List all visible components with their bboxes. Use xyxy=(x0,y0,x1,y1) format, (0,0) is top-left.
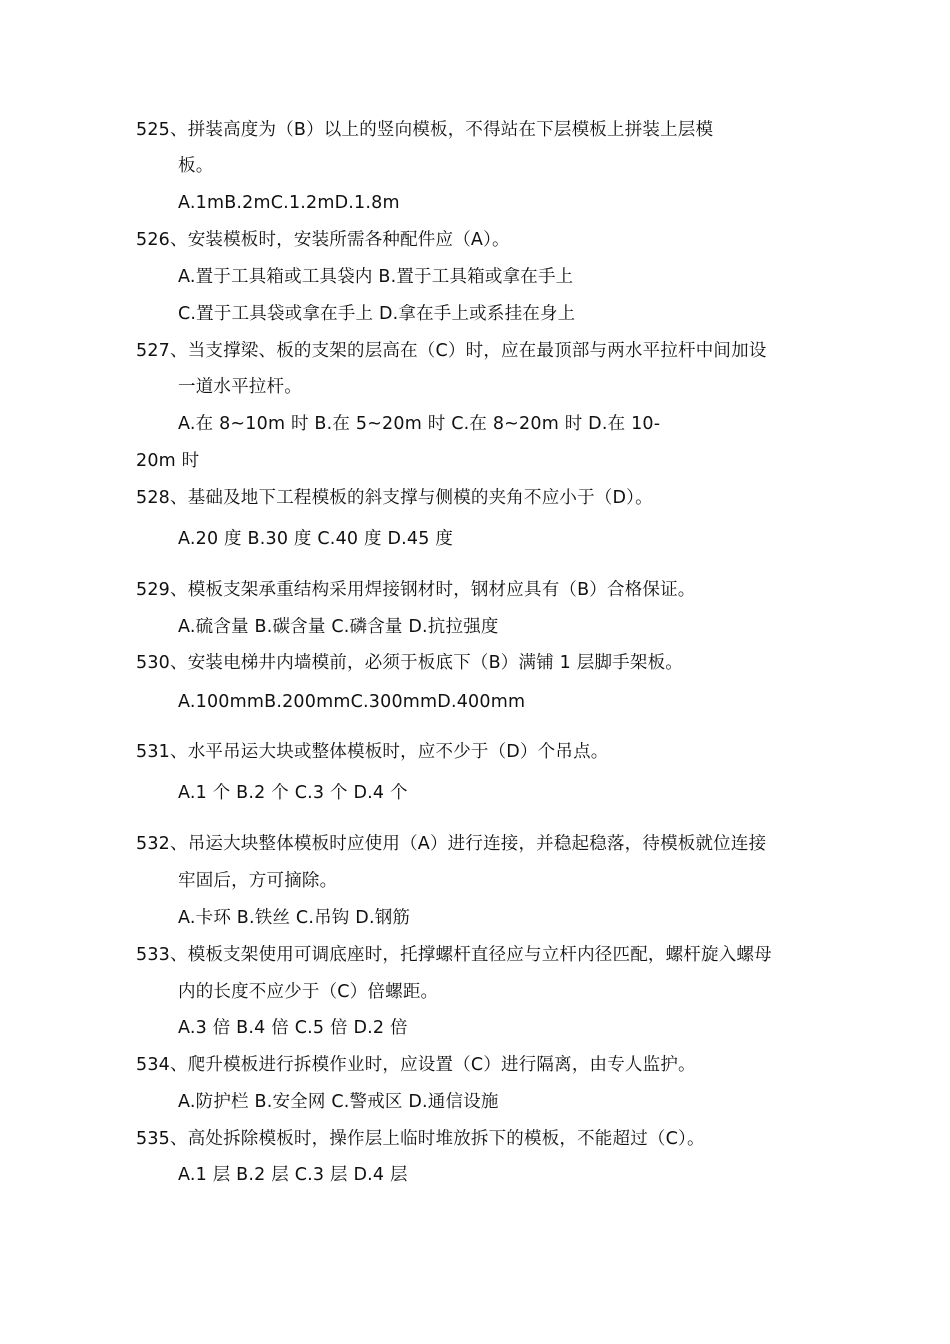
question-534-options: A.防护栏 B.安全网 C.警戒区 D.通信设施 xyxy=(178,1092,499,1112)
question-532-options: A.卡环 B.铁丝 C.吊钩 D.钢筋 xyxy=(178,908,411,928)
question-527-options-line1: A.在 8~10m 时 B.在 5~20m 时 C.在 8~20m 时 D.在 10- xyxy=(178,414,661,434)
question-530-options: A.100mmB.200mmC.300mmD.400mm xyxy=(178,692,526,712)
question-535-stem: 535、高处拆除模板时，操作层上临时堆放拆下的模板，不能超过（C）。 xyxy=(136,1129,705,1149)
question-532-stem-continued: 牢固后，方可摘除。 xyxy=(178,871,338,891)
question-533-stem: 533、模板支架使用可调底座时，托撑螺杆直径应与立杆内径匹配，螺杆旋入螺母 xyxy=(136,945,772,965)
question-532-stem: 532、吊运大块整体模板时应使用（A）进行连接，并稳起稳落，待模板就位连接 xyxy=(136,834,767,854)
question-529-options: A.硫含量 B.碳含量 C.磷含量 D.抗拉强度 xyxy=(178,617,499,637)
question-531-options: A.1 个 B.2 个 C.3 个 D.4 个 xyxy=(178,783,408,803)
question-529-stem: 529、模板支架承重结构采用焊接钢材时，钢材应具有（B）合格保证。 xyxy=(136,580,696,600)
question-525-options: A.1mB.2mC.1.2mD.1.8m xyxy=(178,193,400,213)
question-525-stem: 525、拼装高度为（B）以上的竖向模板，不得站在下层模板上拼装上层模 xyxy=(136,120,714,140)
question-527-options-line2: 20m 时 xyxy=(136,451,200,471)
question-535-options: A.1 层 B.2 层 C.3 层 D.4 层 xyxy=(178,1165,408,1185)
question-533-options: A.3 倍 B.4 倍 C.5 倍 D.2 倍 xyxy=(178,1018,408,1038)
question-528-options: A.20 度 B.30 度 C.40 度 D.45 度 xyxy=(178,529,454,549)
question-526-stem: 526、安装模板时，安装所需各种配件应（A）。 xyxy=(136,230,510,250)
question-527-stem: 527、当支撑梁、板的支架的层高在（C）时，应在最顶部与两水平拉杆中间加设 xyxy=(136,341,767,361)
question-528-stem: 528、基础及地下工程模板的斜支撑与侧模的夹角不应小于（D）。 xyxy=(136,488,653,508)
question-531-stem: 531、水平吊运大块或整体模板时，应不少于（D）个吊点。 xyxy=(136,742,609,762)
question-526-options-line1: A.置于工具箱或工具袋内 B.置于工具箱或拿在手上 xyxy=(178,267,574,287)
question-526-options-line2: C.置于工具袋或拿在手上 D.拿在手上或系挂在身上 xyxy=(178,304,576,324)
question-534-stem: 534、爬升模板进行拆模作业时，应设置（C）进行隔离，由专人监护。 xyxy=(136,1055,696,1075)
question-533-stem-continued: 内的长度不应少于（C）倍螺距。 xyxy=(178,982,439,1002)
question-527-stem-continued: 一道水平拉杆。 xyxy=(178,377,302,397)
question-525-stem-continued: 板。 xyxy=(178,156,214,176)
question-530-stem: 530、安装电梯井内墙模前，必须于板底下（B）满铺 1 层脚手架板。 xyxy=(136,653,683,673)
